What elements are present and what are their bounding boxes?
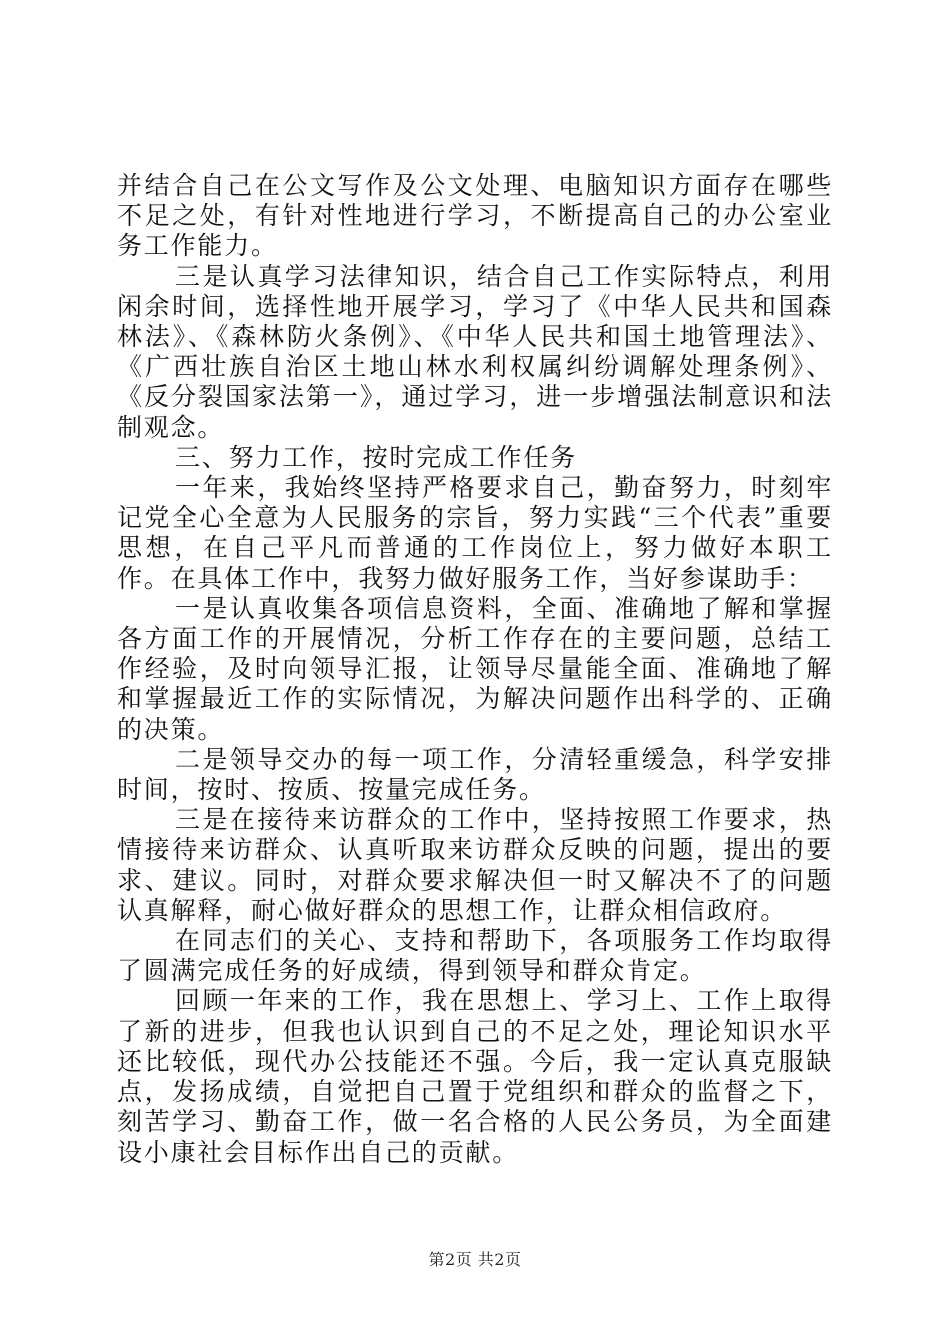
page-number-footer: 第2页 共2页 <box>428 1250 522 1269</box>
paragraph-1: 并结合自己在公文写作及公文处理、电脑知识方面存在哪些不足之处，有针对性地进行学习，不断提高自己的办公室业务工作能力。 <box>117 171 833 261</box>
paragraph-6: 三是在接待来访群众的工作中，坚持按照工作要求，热情接待来访群众、认真听取来访群众反映的问题，提出的要求、建议。同时，对群众要求解决但一时又解决不了的问题认真解释，耐心做好群众的思想工作，让群众相信政府。 <box>117 805 833 925</box>
paragraph-7: 在同志们的关心、支持和帮助下，各项服务工作均取得了圆满完成任务的好成绩，得到领导和群众肯定。 <box>117 926 833 986</box>
paragraph-5: 二是领导交办的每一项工作，分清轻重缓急，科学安排时间，按时、按质、按量完成任务。 <box>117 744 833 805</box>
paragraph-2: 三是认真学习法律知识，结合自己工作实际特点，利用闲余时间，选择性地开展学习，学习了《中华人民共和国森林法》、《森林防火条例》、《中华人民共和国土地管理法》、《广西壮族自治区土地山林水利权属纠纷调解处理条例》、《反分裂国家法第一》，通过学习，进一步增强法制意识和法制观念。 <box>117 261 833 442</box>
paragraph-3: 一年来，我始终坚持严格要求自己，勤奋努力，时刻牢记党全心全意为人民服务的宗旨，努力实践“三个代表”重要思想，在自己平凡而普通的工作岗位上，努力做好本职工作。在具体工作中，我努力做好服务工作，当好参谋助手： <box>117 473 833 593</box>
paragraph-4: 一是认真收集各项信息资料，全面、准确地了解和掌握各方面工作的开展情况，分析工作存在的主要问题，总结工作经验，及时向领导汇报，让领导尽量能全面、准确地了解和掌握最近工作的实际情况，为解决问题作出科学的、正确的决策。 <box>117 593 833 744</box>
section-heading: 三、努力工作，按时完成工作任务 <box>175 442 578 472</box>
paragraph-8: 回顾一年来的工作，我在思想上、学习上、工作上取得了新的进步，但我也认识到自己的不足之处，理论知识水平还比较低，现代办公技能还不强。今后，我一定认真克服缺点，发扬成绩，自觉把自己置于党组织和群众的监督之下，刻苦学习、勤奋工作，做一名合格的人民公务员，为全面建设小康社会目标作出自己的贡献。 <box>117 986 833 1167</box>
document-body <box>117 171 833 1168</box>
